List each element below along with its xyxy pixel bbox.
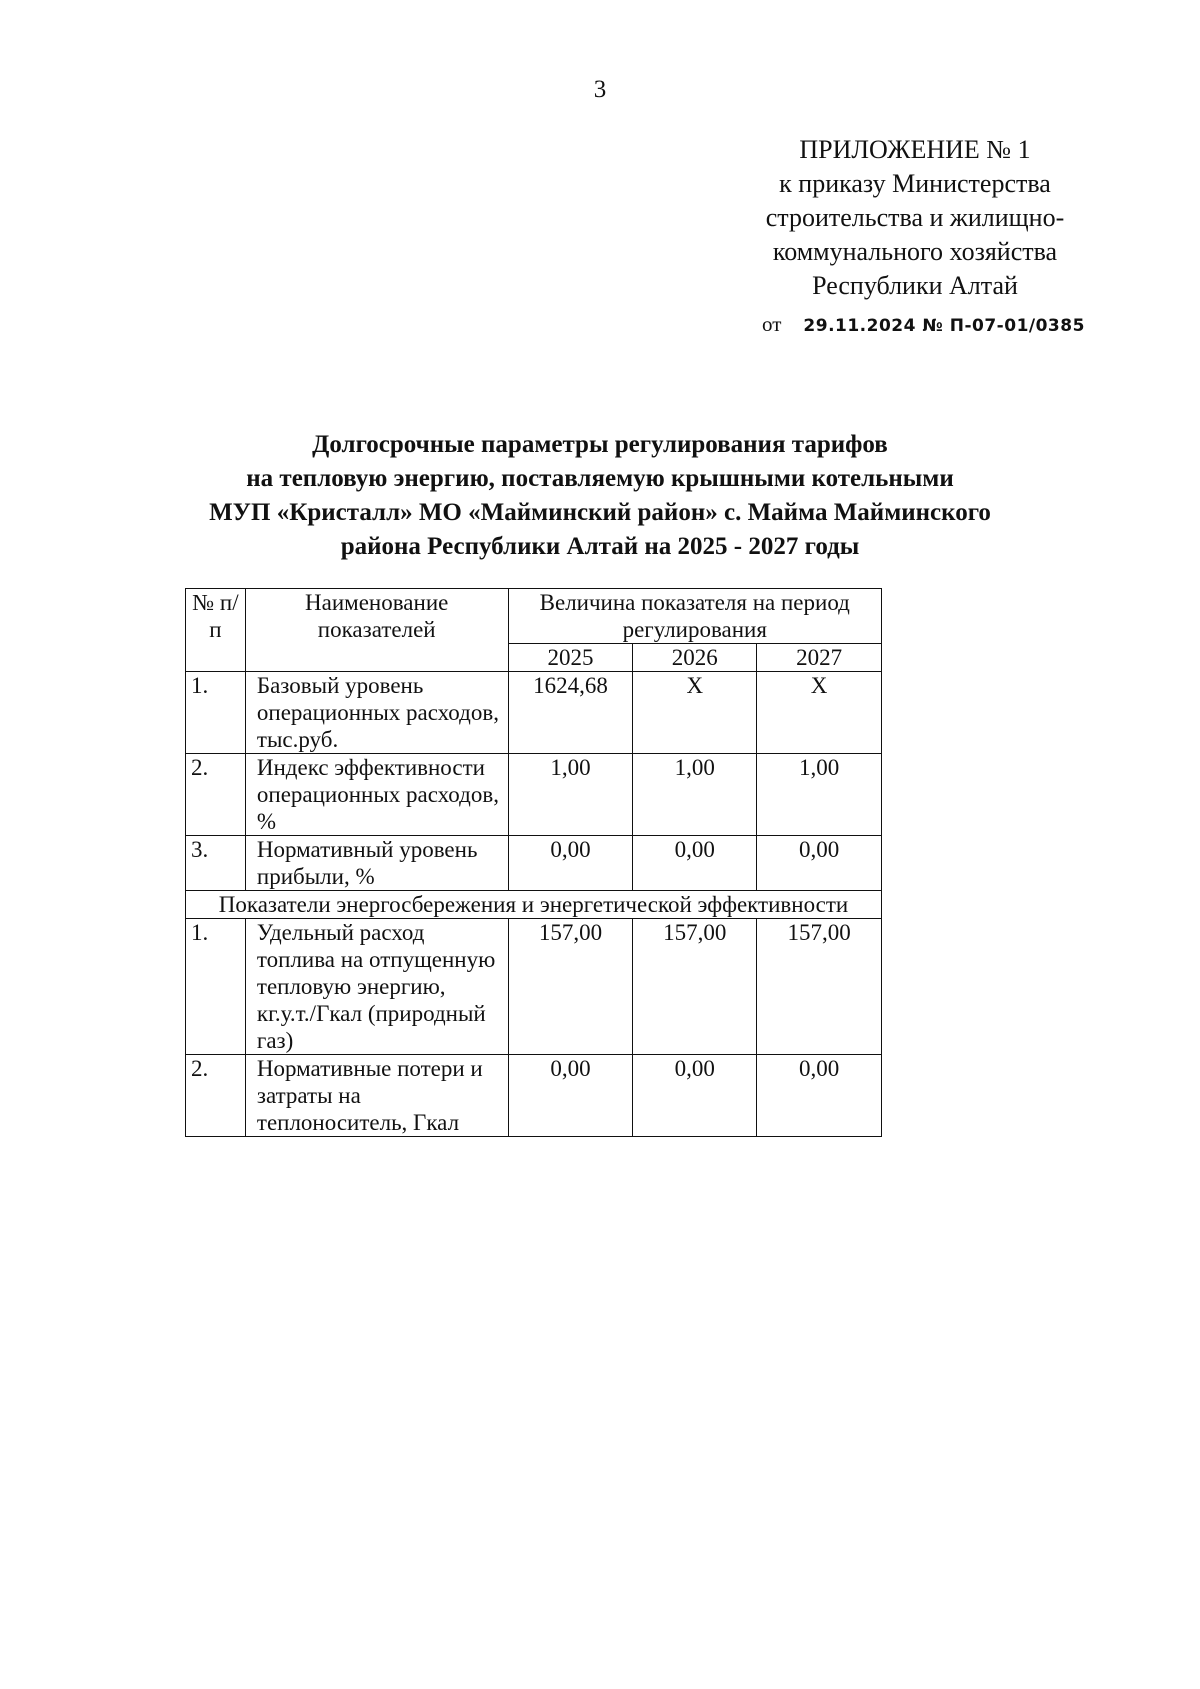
row-value: 0,00 [508, 1055, 633, 1137]
row-value: Х [633, 672, 757, 754]
table-row [186, 1055, 882, 1137]
row-num: 1. [186, 672, 246, 754]
row-value: 1,00 [633, 754, 757, 836]
document-title [150, 428, 1050, 564]
row-num: 2. [186, 754, 246, 836]
row-name: Нормативные потери и затраты на теплоноситель, Гкал [245, 1055, 508, 1137]
title-line: Долгосрочные параметры регулирования тарифов [312, 431, 888, 458]
appendix-header [735, 133, 1095, 343]
date-stamp: 29.11.2024 № П-07-01/0385 [803, 316, 1085, 336]
row-value: Х [757, 672, 882, 754]
row-name: Индекс эффективности операционных расходов, % [245, 754, 508, 836]
page-number: 3 [593, 76, 607, 103]
row-value: 1624,68 [508, 672, 633, 754]
title-line: района Республики Алтай на 2025 - 2027 годы [340, 533, 860, 560]
header-period: Величина показателя на период регулирования [508, 589, 881, 644]
table-row [186, 672, 882, 754]
title-line: МУП «Кристалл» МО «Майминский район» с. Майма Майминского [209, 499, 991, 526]
row-value: 0,00 [757, 836, 882, 891]
row-name: Нормативный уровень прибыли, % [245, 836, 508, 891]
row-name: Удельный расход топлива на отпущенную тепловую энергию, кг.у.т./Гкал (природный газ) [245, 919, 508, 1055]
row-name: Базовый уровень операционных расходов, тыс.руб. [245, 672, 508, 754]
row-value: 1,00 [508, 754, 633, 836]
table-row [186, 836, 882, 891]
row-value: 157,00 [757, 919, 882, 1055]
date-prefix: от [762, 312, 782, 336]
section-title: Показатели энергосбережения и энергетической эффективности [186, 891, 882, 919]
row-value: 0,00 [633, 836, 757, 891]
order-date-line [735, 307, 1095, 343]
section-header-row [186, 891, 882, 919]
header-name: Наименование показателей [245, 589, 508, 672]
row-num: 1. [186, 919, 246, 1055]
header-year: 2025 [508, 644, 633, 672]
table-header-row [186, 589, 882, 644]
appendix-line: ПРИЛОЖЕНИЕ № 1 [799, 135, 1031, 164]
header-num: № п/п [186, 589, 246, 672]
table-row [186, 919, 882, 1055]
row-value: 1,00 [757, 754, 882, 836]
parameters-table [185, 588, 882, 1137]
row-value: 0,00 [757, 1055, 882, 1137]
row-num: 3. [186, 836, 246, 891]
row-value: 157,00 [633, 919, 757, 1055]
appendix-line: коммунального хозяйства [772, 237, 1058, 266]
appendix-line: к приказу Министерства [779, 169, 1051, 198]
row-value: 0,00 [508, 836, 633, 891]
row-value: 157,00 [508, 919, 633, 1055]
header-year: 2026 [633, 644, 757, 672]
row-value: 0,00 [633, 1055, 757, 1137]
header-year: 2027 [757, 644, 882, 672]
appendix-line: Республики Алтай [812, 271, 1018, 300]
title-line: на тепловую энергию, поставляемую крышными котельными [246, 465, 954, 492]
appendix-line: строительства и жилищно- [765, 203, 1065, 232]
table-row [186, 754, 882, 836]
row-num: 2. [186, 1055, 246, 1137]
